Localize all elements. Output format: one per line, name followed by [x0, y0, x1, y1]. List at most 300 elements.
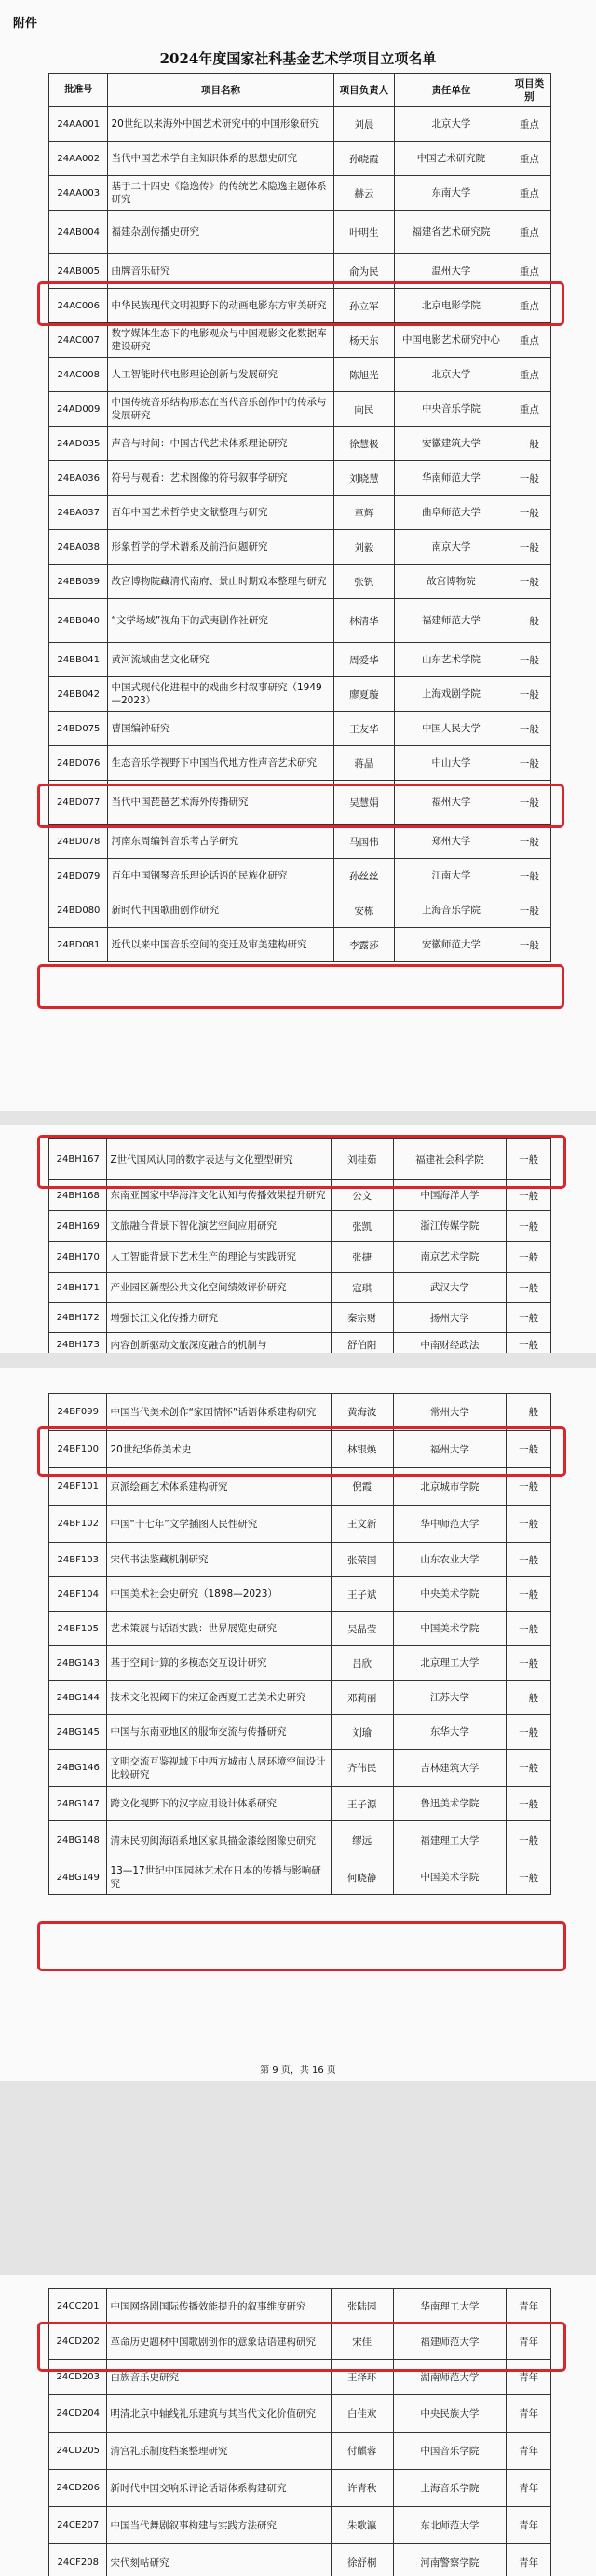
project-name-cell: 中国式现代化进程中的戏曲乡村叙事研究（1949—2023）	[108, 677, 333, 712]
header-project-name: 项目名称	[108, 74, 333, 107]
table-row	[49, 1242, 551, 1273]
institution-cell: 安徽建筑大学	[395, 427, 508, 461]
category-cell: 一般	[508, 677, 550, 712]
project-name-cell: 白族音乐史研究	[107, 2360, 331, 2395]
institution-cell: 东南大学	[395, 176, 508, 211]
category-cell: 青年	[507, 2433, 551, 2470]
table-row	[49, 1612, 551, 1646]
approval-no-cell: 24BF102	[49, 1506, 107, 1543]
institution-cell: 曲阜师范大学	[395, 496, 508, 530]
project-name-cell: 宋代书法鉴藏机制研究	[107, 1543, 331, 1577]
attachment-label: 附件	[13, 17, 38, 31]
project-name-cell: 中华民族现代文明视野下的动画电影东方审美研究	[108, 289, 333, 323]
institution-cell: 湖南师范大学	[393, 2360, 507, 2395]
project-name-cell: 曹国编钟研究	[108, 712, 333, 746]
approval-no-cell: 24BA036	[49, 461, 108, 496]
approval-no-cell: 24BH171	[49, 1273, 107, 1303]
highlight-box	[37, 1135, 566, 1189]
institution-cell: 中央民族大学	[393, 2395, 507, 2433]
approval-no-cell: 24BD078	[49, 825, 108, 859]
institution-cell: 中国美术学院	[393, 1860, 507, 1895]
approval-no-cell: 24CD202	[49, 2324, 107, 2360]
approval-no-cell: 24BG146	[49, 1750, 107, 1787]
approval-no-cell: 24BH170	[49, 1242, 107, 1273]
project-name-cell: 宋代刻帖研究	[107, 2544, 331, 2576]
category-cell: 一般	[507, 1394, 551, 1431]
category-cell: 一般	[508, 565, 550, 599]
category-cell: 重点	[508, 254, 550, 289]
leader-cell: 邓莉丽	[331, 1681, 393, 1715]
leader-cell: 张陆园	[331, 2289, 393, 2324]
approval-no-cell: 24BG143	[49, 1646, 107, 1681]
approval-no-cell: 24BF104	[49, 1577, 107, 1612]
category-cell: 重点	[508, 392, 550, 427]
institution-cell: 北京电影学院	[395, 289, 508, 323]
category-cell: 重点	[508, 211, 550, 254]
category-cell: 一般	[507, 1577, 551, 1612]
category-cell: 重点	[508, 142, 550, 176]
project-name-cell: 基于空间计算的多模态交互设计研究	[107, 1646, 331, 1681]
project-name-cell: 革命历史题材中国歌剧创作的意象话语建构研究	[107, 2324, 331, 2360]
project-name-cell: 艺术策展与话语实践：世界展览史研究	[107, 1612, 331, 1646]
leader-cell: 舒伯阳	[331, 1333, 393, 1354]
leader-cell: 王子斌	[331, 1577, 393, 1612]
leader-cell: 徐慧极	[333, 427, 395, 461]
category-cell: 青年	[507, 2360, 551, 2395]
table-row	[49, 496, 551, 530]
institution-cell: 东北师范大学	[393, 2507, 507, 2544]
header-leader: 项目负责人	[333, 74, 395, 107]
table-header-row	[49, 74, 551, 107]
institution-cell: 中国电影艺术研究中心	[395, 323, 508, 358]
project-name-cell: Z世代国风认同的数字表达与文化塑型研究	[107, 1139, 331, 1180]
table-row	[49, 1303, 551, 1333]
leader-cell: 叶明生	[333, 211, 395, 254]
leader-cell: 刘晓慧	[333, 461, 395, 496]
institution-cell: 北京城市学院	[393, 1468, 507, 1506]
approval-no-cell: 24CD203	[49, 2360, 107, 2395]
approval-no-cell: 24BG144	[49, 1681, 107, 1715]
table-row	[49, 1860, 551, 1895]
institution-cell: 福建师范大学	[393, 2324, 507, 2360]
category-cell: 一般	[507, 1715, 551, 1750]
category-cell: 一般	[507, 1139, 551, 1180]
leader-cell: 徐舒桐	[331, 2544, 393, 2576]
project-name-cell: 当代中国艺术学自主知识体系的思想史研究	[108, 142, 333, 176]
institution-cell: 故宫博物院	[395, 565, 508, 599]
leader-cell: 刘瑜	[331, 1715, 393, 1750]
document-page-3	[0, 1368, 596, 2081]
project-name-cell: 中国与东南亚地区的服饰交流与传播研究	[107, 1715, 331, 1750]
category-cell: 一般	[508, 643, 550, 677]
category-cell: 重点	[508, 107, 550, 142]
approval-no-cell: 24BF099	[49, 1394, 107, 1431]
table-row	[49, 461, 551, 496]
project-name-cell: 河南东周编钟音乐考古学研究	[108, 825, 333, 859]
leader-cell: 张凯	[331, 1211, 393, 1242]
leader-cell: 王泽环	[331, 2360, 393, 2395]
institution-cell: 福建师范大学	[395, 599, 508, 643]
project-name-cell: 跨文化视野下的汉字应用设计体系研究	[107, 1787, 331, 1821]
approval-no-cell: 24BH173	[49, 1333, 107, 1354]
category-cell: 一般	[507, 1646, 551, 1681]
approval-no-cell: 24BD077	[49, 781, 108, 825]
leader-cell: 孙丝丝	[333, 859, 395, 893]
category-cell: 一般	[508, 859, 550, 893]
project-name-cell: 增强长江文化传播力研究	[107, 1303, 331, 1333]
table-row	[49, 928, 551, 962]
institution-cell: 吉林建筑大学	[393, 1750, 507, 1787]
project-name-cell: 内容创新驱动文旅深度融合的机制与	[107, 1333, 331, 1354]
table-row	[49, 107, 551, 142]
project-name-cell: 符号与观看：艺术图像的符号叙事学研究	[108, 461, 333, 496]
category-cell: 青年	[507, 2324, 551, 2360]
institution-cell: 山东艺术学院	[395, 643, 508, 677]
leader-cell: 秦宗财	[331, 1303, 393, 1333]
approval-no-cell: 24BH169	[49, 1211, 107, 1242]
table-row	[49, 599, 551, 643]
header-category: 项目类别	[508, 74, 550, 107]
institution-cell: 福建省艺术研究院	[395, 211, 508, 254]
approval-no-cell: 24AA003	[49, 176, 108, 211]
approval-no-cell: 24AD035	[49, 427, 108, 461]
institution-cell: 上海音乐学院	[395, 893, 508, 928]
table-row	[49, 1577, 551, 1612]
category-cell: 一般	[508, 825, 550, 859]
project-name-cell: 声音与时间：中国古代艺术体系理论研究	[108, 427, 333, 461]
table-row	[49, 1681, 551, 1715]
approval-no-cell: 24CD204	[49, 2395, 107, 2433]
approval-no-cell: 24CE207	[49, 2507, 107, 2544]
institution-cell: 南京大学	[395, 530, 508, 565]
category-cell: 一般	[507, 1273, 551, 1303]
project-name-cell: 人工智能时代电影理论创新与发展研究	[108, 358, 333, 392]
approval-no-cell: 24BF103	[49, 1543, 107, 1577]
institution-cell: 东华大学	[393, 1715, 507, 1750]
institution-cell: 郑州大学	[395, 825, 508, 859]
institution-cell: 北京大学	[395, 107, 508, 142]
category-cell: 一般	[508, 781, 550, 825]
project-name-cell: 故宫博物院藏清代南府、景山时期戏本整理与研究	[108, 565, 333, 599]
table-row	[49, 1543, 551, 1577]
table-row	[49, 142, 551, 176]
institution-cell: 中国美术学院	[393, 1612, 507, 1646]
institution-cell: 中国艺术研究院	[395, 142, 508, 176]
project-name-cell: 文旅融合背景下智化演艺空间应用研究	[107, 1211, 331, 1242]
table-row	[49, 176, 551, 211]
project-name-cell: 产业园区新型公共文化空间绩效评价研究	[107, 1273, 331, 1303]
project-name-cell: 基于二十四史《隐逸传》的传统艺术隐逸主题体系研究	[108, 176, 333, 211]
category-cell: 一般	[508, 496, 550, 530]
approval-no-cell: 24CF208	[49, 2544, 107, 2576]
institution-cell: 福建理工大学	[393, 1821, 507, 1860]
approval-no-cell: 24BA038	[49, 530, 108, 565]
leader-cell: 缪远	[331, 1821, 393, 1860]
category-cell: 重点	[508, 323, 550, 358]
institution-cell: 北京大学	[395, 358, 508, 392]
project-name-cell: 中国“十七年”文学插图人民性研究	[107, 1506, 331, 1543]
category-cell: 一般	[508, 746, 550, 781]
approval-no-cell: 24BG147	[49, 1787, 107, 1821]
approval-no-cell: 24AA001	[49, 107, 108, 142]
project-name-cell: 黄河流域曲艺文化研究	[108, 643, 333, 677]
leader-cell: 廖夏璇	[333, 677, 395, 712]
approval-no-cell: 24BG148	[49, 1821, 107, 1860]
leader-cell: 马国伟	[333, 825, 395, 859]
category-cell: 重点	[508, 289, 550, 323]
institution-cell: 河南警察学院	[393, 2544, 507, 2576]
institution-cell: 温州大学	[395, 254, 508, 289]
leader-cell: 向民	[333, 392, 395, 427]
institution-cell: 浙江传媒学院	[393, 1211, 507, 1242]
highlight-box	[37, 1921, 566, 1971]
table-row	[49, 677, 551, 712]
project-name-cell: 中国当代舞剧叙事构建与实践方法研究	[107, 2507, 331, 2544]
document-page-4	[0, 2275, 596, 2576]
project-name-cell: 文明交流互鉴视域下中西方城市人居环境空间设计比较研究	[107, 1750, 331, 1787]
leader-cell: 齐伟民	[331, 1750, 393, 1787]
approval-no-cell: 24BB042	[49, 677, 108, 712]
leader-cell: 蒋晶	[333, 746, 395, 781]
project-name-cell: 百年中国艺术哲学史文献整理与研究	[108, 496, 333, 530]
leader-cell: 刘晨	[333, 107, 395, 142]
category-cell: 一般	[507, 1750, 551, 1787]
project-name-cell: 新时代中国交响乐评论话语体系构建研究	[107, 2470, 331, 2507]
project-name-cell: 福建杂剧传播史研究	[108, 211, 333, 254]
project-name-cell: 中国传统音乐结构形态在当代音乐创作中的传承与发展研究	[108, 392, 333, 427]
header-institution: 责任单位	[395, 74, 508, 107]
table-row	[49, 2544, 551, 2576]
leader-cell: 付麒蓉	[331, 2433, 393, 2470]
category-cell: 青年	[507, 2544, 551, 2576]
category-cell: 一般	[507, 1431, 551, 1468]
leader-cell: 安栋	[333, 893, 395, 928]
category-cell: 青年	[507, 2395, 551, 2433]
leader-cell: 吴晶莹	[331, 1612, 393, 1646]
institution-cell: 中山大学	[395, 746, 508, 781]
leader-cell: 王友华	[333, 712, 395, 746]
project-name-cell: 百年中国钢琴音乐理论话语的民族化研究	[108, 859, 333, 893]
category-cell: 一般	[507, 1211, 551, 1242]
table-row	[49, 1333, 551, 1354]
institution-cell: 华中师范大学	[393, 1506, 507, 1543]
institution-cell: 福建社会科学院	[393, 1139, 507, 1180]
table-row	[49, 1273, 551, 1303]
institution-cell: 中南财经政法	[393, 1333, 507, 1354]
table-row	[49, 1715, 551, 1750]
table-row	[49, 893, 551, 928]
institution-cell: 江苏大学	[393, 1681, 507, 1715]
leader-cell: 章辉	[333, 496, 395, 530]
institution-cell: 山东农业大学	[393, 1543, 507, 1577]
approval-no-cell: 24BD079	[49, 859, 108, 893]
category-cell: 一般	[508, 530, 550, 565]
leader-cell: 倪霞	[331, 1468, 393, 1506]
approval-no-cell: 24AB005	[49, 254, 108, 289]
project-name-cell: 当代中国琵琶艺术海外传播研究	[108, 781, 333, 825]
approval-no-cell: 24BH167	[49, 1139, 107, 1180]
approval-no-cell: 24BF101	[49, 1468, 107, 1506]
approval-no-cell: 24BB041	[49, 643, 108, 677]
table-row	[49, 358, 551, 392]
leader-cell: 黄海波	[331, 1394, 393, 1431]
table-row	[49, 530, 551, 565]
institution-cell: 中央音乐学院	[395, 392, 508, 427]
institution-cell: 常州大学	[393, 1394, 507, 1431]
document-page-1	[0, 0, 596, 1111]
leader-cell: 周爱华	[333, 643, 395, 677]
project-name-cell: 新时代中国歌曲创作研究	[108, 893, 333, 928]
leader-cell: 寇琪	[331, 1273, 393, 1303]
project-name-cell: 明清北京中轴线礼乐建筑与其当代文化价值研究	[107, 2395, 331, 2433]
highlight-box	[37, 964, 564, 1009]
leader-cell: 何晓静	[331, 1860, 393, 1895]
project-name-cell: 中国美术社会史研究（1898—2023）	[107, 1577, 331, 1612]
leader-cell: 王子源	[331, 1787, 393, 1821]
category-cell: 青年	[507, 2470, 551, 2507]
table-row	[49, 565, 551, 599]
institution-cell: 南京艺术学院	[393, 1242, 507, 1273]
project-name-cell: 清末民初闽海语系地区家具描金漆绘图像史研究	[107, 1821, 331, 1860]
leader-cell: 白佳欢	[331, 2395, 393, 2433]
table-row	[49, 427, 551, 461]
category-cell: 一般	[507, 1860, 551, 1895]
institution-cell: 华南理工大学	[393, 2289, 507, 2324]
leader-cell: 杨天东	[333, 323, 395, 358]
project-name-cell: 东南亚国家中华海洋文化认知与传播效果提升研究	[107, 1180, 331, 1211]
project-name-cell: 技术文化视阈下的宋辽金西夏工艺美术史研究	[107, 1681, 331, 1715]
highlight-box	[37, 281, 564, 326]
project-name-cell: 13—17世纪中国园林艺术在日本的传播与影响研究	[107, 1860, 331, 1895]
highlight-box	[37, 784, 564, 828]
project-name-cell: 京派绘画艺术体系建构研究	[107, 1468, 331, 1506]
table-row	[49, 392, 551, 427]
approval-no-cell: 24BH172	[49, 1303, 107, 1333]
category-cell: 一般	[508, 928, 550, 962]
institution-cell: 北京理工大学	[393, 1646, 507, 1681]
approval-no-cell: 24BG145	[49, 1715, 107, 1750]
category-cell: 一般	[508, 712, 550, 746]
project-name-cell: 生态音乐学视野下中国当代地方性声音艺术研究	[108, 746, 333, 781]
project-name-cell: 人工智能背景下艺术生产的理论与实践研究	[107, 1242, 331, 1273]
document-title: 2024年度国家社科基金艺术学项目立项名单	[159, 50, 437, 67]
table-row	[49, 1821, 551, 1860]
approval-no-cell: 24AB004	[49, 211, 108, 254]
category-cell: 青年	[507, 2289, 551, 2324]
category-cell: 一般	[507, 1242, 551, 1273]
project-name-cell: 数字媒体生态下的电影观众与中国观影文化数据库建设研究	[108, 323, 333, 358]
table-row	[49, 323, 551, 358]
table-row	[49, 1787, 551, 1821]
approval-no-cell: 24AD009	[49, 392, 108, 427]
institution-cell: 扬州大学	[393, 1303, 507, 1333]
category-cell: 一般	[507, 1468, 551, 1506]
project-name-cell: 20世纪以来海外中国艺术研究中的中国形象研究	[108, 107, 333, 142]
category-cell: 重点	[508, 176, 550, 211]
approval-no-cell: 24CD206	[49, 2470, 107, 2507]
table-row	[49, 1646, 551, 1681]
leader-cell: 林银焕	[331, 1431, 393, 1468]
leader-cell: 公文	[331, 1180, 393, 1211]
leader-cell: 陈旭光	[333, 358, 395, 392]
project-table	[48, 73, 551, 962]
leader-cell: 刘桂茹	[331, 1139, 393, 1180]
table-row	[49, 746, 551, 781]
project-name-cell: 中国当代美术创作“家国情怀”话语体系建构研究	[107, 1394, 331, 1431]
institution-cell: 上海戏剧学院	[395, 677, 508, 712]
approval-no-cell: 24AC006	[49, 289, 108, 323]
institution-cell: 中央美术学院	[393, 1577, 507, 1612]
table-row	[49, 2433, 551, 2470]
institution-cell: 武汉大学	[393, 1273, 507, 1303]
highlight-box	[37, 2322, 566, 2372]
category-cell: 一般	[508, 461, 550, 496]
table-row	[49, 859, 551, 893]
leader-cell: 朱歌瀛	[331, 2507, 393, 2544]
approval-no-cell: 24CC201	[49, 2289, 107, 2324]
category-cell: 一般	[508, 427, 550, 461]
project-name-cell: “文学场域”视角下的武夷剧作社研究	[108, 599, 333, 643]
approval-no-cell: 24BD075	[49, 712, 108, 746]
leader-cell: 林清华	[333, 599, 395, 643]
leader-cell: 俞为民	[333, 254, 395, 289]
institution-cell: 中国人民大学	[395, 712, 508, 746]
approval-no-cell: 24AA002	[49, 142, 108, 176]
category-cell: 一般	[507, 1506, 551, 1543]
institution-cell: 中国海洋大学	[393, 1180, 507, 1211]
leader-cell: 张捷	[331, 1242, 393, 1273]
table-row	[49, 1211, 551, 1242]
category-cell: 一般	[507, 1180, 551, 1211]
approval-no-cell: 24BH168	[49, 1180, 107, 1211]
institution-cell: 安徽师范大学	[395, 928, 508, 962]
table-row	[49, 1750, 551, 1787]
table-row	[49, 2470, 551, 2507]
leader-cell: 王文新	[331, 1506, 393, 1543]
approval-no-cell: 24BF105	[49, 1612, 107, 1646]
table-row	[49, 2395, 551, 2433]
leader-cell: 张荣国	[331, 1543, 393, 1577]
leader-cell: 孙晓霞	[333, 142, 395, 176]
table-row	[49, 211, 551, 254]
category-cell: 重点	[508, 358, 550, 392]
project-name-cell: 曲牌音乐研究	[108, 254, 333, 289]
table-row	[49, 643, 551, 677]
table-row	[49, 2507, 551, 2544]
category-cell: 一般	[508, 893, 550, 928]
approval-no-cell: 24BD076	[49, 746, 108, 781]
leader-cell: 许青秋	[331, 2470, 393, 2507]
approval-no-cell: 24BG149	[49, 1860, 107, 1895]
project-name-cell: 20世纪华侨美术史	[107, 1431, 331, 1468]
header-approval-no: 批准号	[49, 74, 108, 107]
category-cell: 一般	[507, 1612, 551, 1646]
category-cell: 一般	[507, 1333, 551, 1354]
category-cell: 一般	[507, 1543, 551, 1577]
project-name-cell: 形象哲学的学术谱系及前沿问题研究	[108, 530, 333, 565]
leader-cell: 吴慧娟	[333, 781, 395, 825]
table-row	[49, 2289, 551, 2324]
leader-cell: 孙立军	[333, 289, 395, 323]
institution-cell: 江南大学	[395, 859, 508, 893]
approval-no-cell: 24BD081	[49, 928, 108, 962]
approval-no-cell: 24CD205	[49, 2433, 107, 2470]
category-cell: 青年	[507, 2507, 551, 2544]
institution-cell: 华南师范大学	[395, 461, 508, 496]
approval-no-cell: 24BA037	[49, 496, 108, 530]
institution-cell: 上海音乐学院	[393, 2470, 507, 2507]
approval-no-cell: 24BF100	[49, 1431, 107, 1468]
